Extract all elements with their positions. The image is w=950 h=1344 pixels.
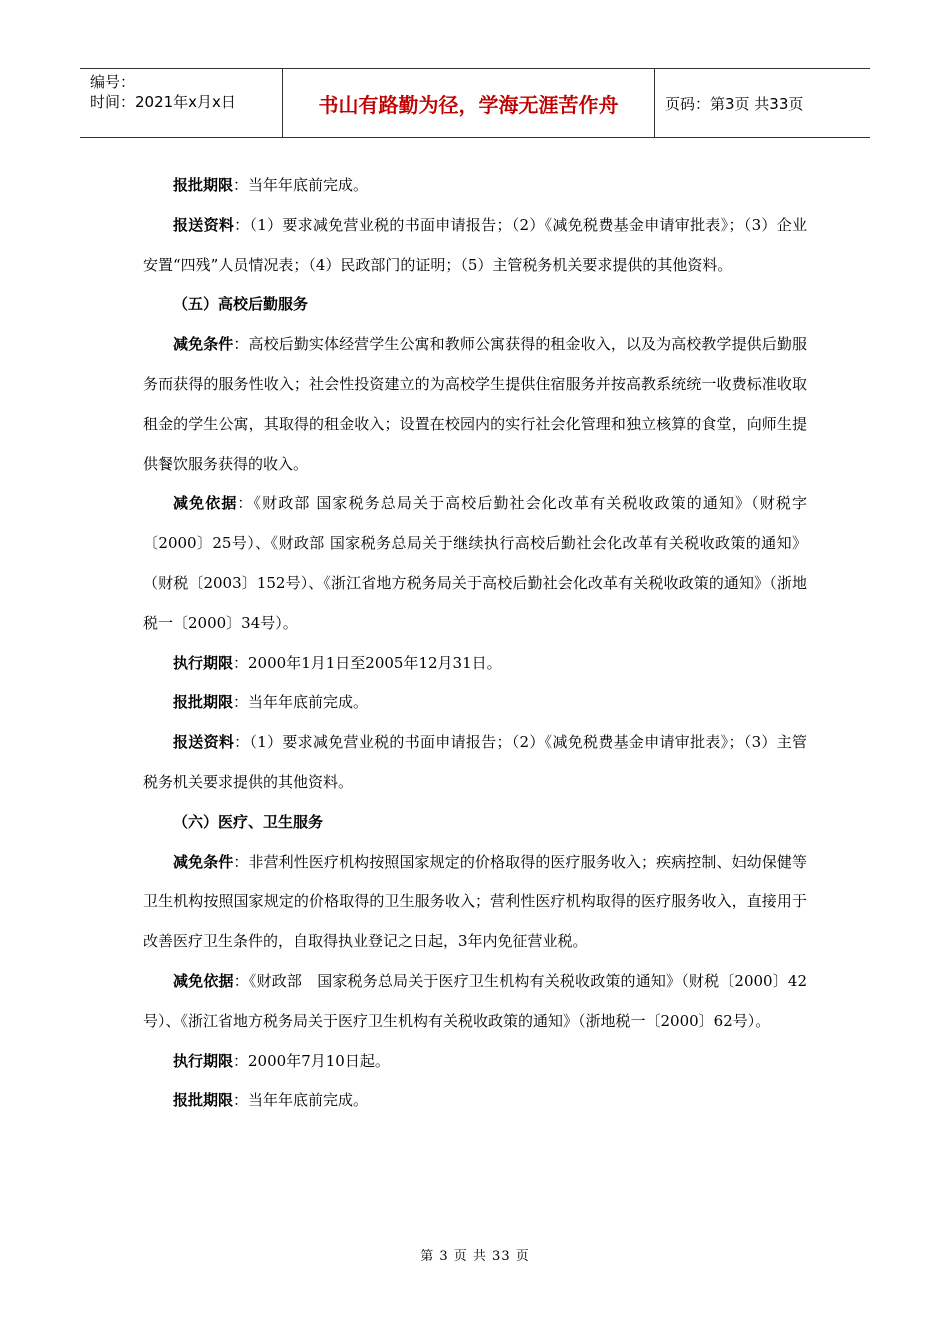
paragraph bbox=[143, 484, 807, 643]
header-divider bbox=[654, 69, 655, 137]
section-heading-text: （五）高校后勤服务 bbox=[173, 295, 309, 314]
document-body bbox=[143, 166, 807, 1121]
paragraph bbox=[143, 644, 807, 684]
paragraph bbox=[143, 325, 807, 484]
paragraph-label: 减免依据 bbox=[173, 971, 234, 990]
paragraph-label: 减免条件 bbox=[173, 335, 234, 354]
section-heading bbox=[143, 803, 807, 843]
section-heading bbox=[143, 285, 807, 325]
paragraph-label: 执行期限 bbox=[173, 1051, 234, 1070]
paragraph bbox=[143, 843, 807, 962]
paragraph-label: 减免条件 bbox=[173, 852, 234, 871]
paragraph-label: 报送资料 bbox=[173, 215, 235, 234]
paragraph-text: ：（1）要求减免营业税的书面申请报告；（2）《减免税费基金申请审批表》；（3）企业安置“四残”人员情况表；（4）民政部门的证明；（5）主管税务机关要求提供的其他资料。 bbox=[143, 215, 807, 274]
header-motto: 书山有路勤为径，学海无涯苦作舟 bbox=[318, 92, 619, 117]
paragraph bbox=[143, 166, 807, 206]
paragraph bbox=[143, 962, 807, 1042]
document-number: 编号： bbox=[90, 73, 136, 91]
document-date: 时间：2021年x月x日 bbox=[90, 93, 236, 111]
paragraph bbox=[143, 683, 807, 723]
paragraph-text: ：高校后勤实体经营学生公寓和教师公寓获得的租金收入，以及为高校教学提供后勤服务而获得的服务性收入；社会性投资建立的为高校学生提供住宿服务并按高教系统统一收费标准收取租金的学生公寓，其取得的租金收入；设置在校园内的实行社会化管理和独立核算的食堂，向师生提供餐饮服务获得的收入。 bbox=[143, 335, 807, 473]
paragraph-label: 报批期限 bbox=[173, 1091, 234, 1110]
page-header bbox=[80, 68, 870, 138]
paragraph-text: ：当年年底前完成。 bbox=[233, 176, 369, 194]
paragraph-text: ：当年年底前完成。 bbox=[233, 693, 369, 712]
paragraph bbox=[143, 723, 807, 803]
paragraph-label: 报批期限 bbox=[173, 693, 234, 712]
paragraph-text: ：《财政部 国家税务总局关于医疗卫生机构有关税收政策的通知》（财税〔2000〕42号）、《浙江省地方税务局关于医疗卫生机构有关税收政策的通知》（浙地税一〔2000〕62号）。 bbox=[143, 971, 807, 1030]
section-heading-text: （六）医疗、卫生服务 bbox=[173, 812, 324, 831]
paragraph-text: ：（1）要求减免营业税的书面申请报告；（2）《减免税费基金申请审批表》；（3）主管税务机关要求提供的其他资料。 bbox=[143, 733, 807, 791]
paragraph-label: 报送资料 bbox=[173, 733, 235, 752]
paragraph-label: 报批期限 bbox=[173, 176, 234, 194]
page-footer: 第 3 页 共 33 页 bbox=[420, 1249, 530, 1264]
header-page-info: 页码：第3页 共33页 bbox=[665, 94, 804, 113]
paragraph-text: ：2000年1月1日至2005年12月31日。 bbox=[233, 653, 502, 672]
paragraph-text: ：当年年底前完成。 bbox=[233, 1091, 369, 1110]
paragraph bbox=[143, 1081, 807, 1121]
paragraph-text: ：2000年7月10日起。 bbox=[233, 1051, 390, 1070]
header-meta bbox=[90, 72, 236, 112]
paragraph-text: ：《财政部 国家税务总局关于高校后勤社会化改革有关税收政策的通知》（财税字〔2000〕25号）、《财政部 国家税务总局关于继续执行高校后勤社会化改革有关税收政策的通知》（财税〔2003〕152号）、《浙江省地方税务局关于高校后勤社会化改革有关税收政策的通知》（浙地税一〔2000〕34号）。 bbox=[143, 494, 807, 632]
paragraph-label: 减免依据 bbox=[173, 494, 238, 513]
paragraph-text: ：非营利性医疗机构按照国家规定的价格取得的医疗服务收入；疾病控制、妇幼保健等卫生机构按照国家规定的价格取得的卫生服务收入；营利性医疗机构取得的医疗服务收入，直接用于改善医疗卫生条件的，自取得执业登记之日起，3年内免征营业税。 bbox=[143, 852, 807, 951]
paragraph-label: 执行期限 bbox=[173, 653, 234, 672]
paragraph bbox=[143, 206, 807, 286]
paragraph bbox=[143, 1042, 807, 1082]
